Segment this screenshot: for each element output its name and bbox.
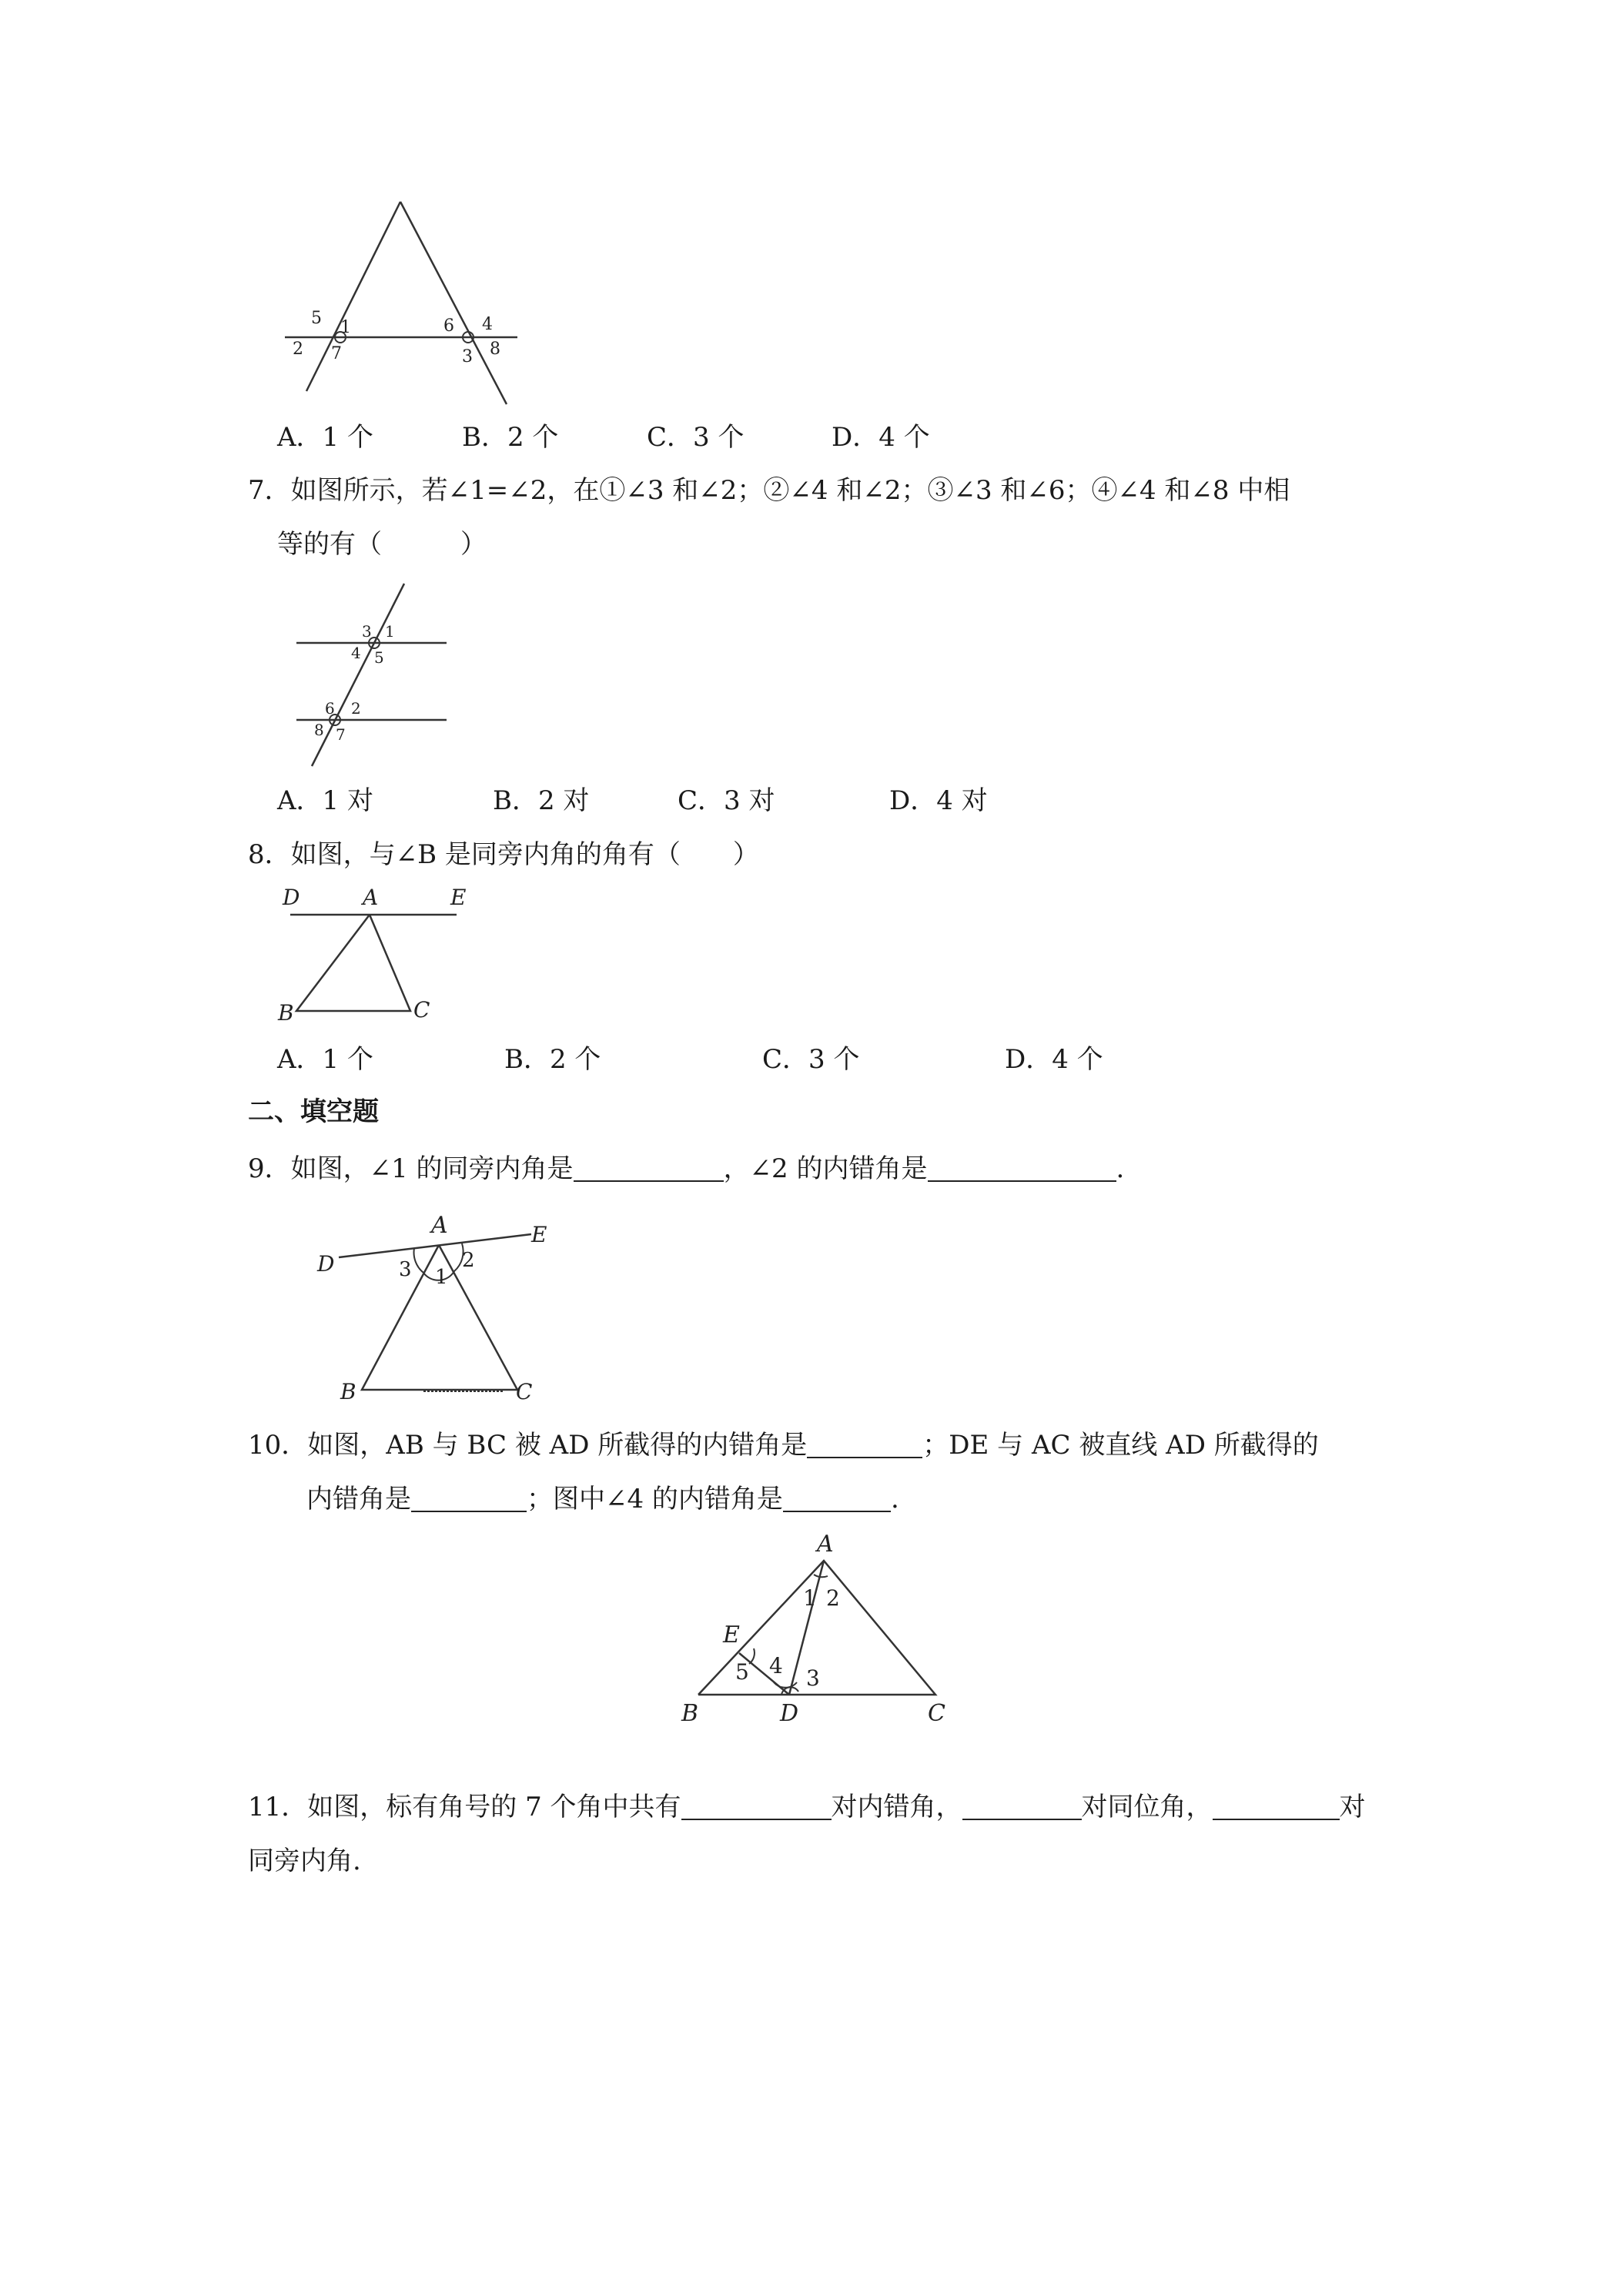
- q10-label: 2: [826, 1585, 840, 1611]
- q6-label: 1: [340, 318, 351, 337]
- q8-figure: [273, 882, 481, 1028]
- q10-label: 4: [769, 1653, 783, 1678]
- q9-label: 1: [435, 1266, 448, 1289]
- q9-label: 2: [462, 1249, 475, 1272]
- q10-text: 内错角是: [306, 1484, 411, 1514]
- q11-text: 对同位角，: [1081, 1792, 1213, 1822]
- q10-label: C: [928, 1700, 945, 1727]
- q6-label: 8: [490, 340, 500, 359]
- q9-blank-2[interactable]: [928, 1156, 1116, 1182]
- q8-option-b[interactable]: B．2 个: [504, 1044, 601, 1075]
- section-title: 二、填空题: [248, 1096, 379, 1127]
- q10-label: 1: [803, 1585, 817, 1611]
- q7-label: 4: [351, 644, 361, 662]
- q9-figure: [308, 1205, 562, 1413]
- q8-label: B: [278, 1000, 294, 1026]
- q11-blank-3[interactable]: [1213, 1794, 1340, 1820]
- q11-question-line2: 同旁内角.: [248, 1846, 361, 1876]
- q10-text: ；DE 与 AC 被直线 AD 所截得的: [922, 1430, 1319, 1461]
- q11-blank-1[interactable]: [681, 1794, 832, 1820]
- q9-blank-1[interactable]: [574, 1156, 724, 1182]
- q10-text: 10．如图，AB 与 BC 被 AD 所截得的内错角是: [248, 1430, 808, 1461]
- q9-text: 9．如图，∠1 的同旁内角是: [248, 1153, 574, 1184]
- q7-option-d[interactable]: D．4 对: [889, 785, 988, 816]
- q8-option-c[interactable]: C．3 个: [762, 1044, 860, 1075]
- q6-label: 2: [293, 340, 303, 359]
- q10-text: ；图中∠4 的内错角是: [527, 1484, 783, 1514]
- q8-label: E: [450, 885, 467, 910]
- q6-option-a[interactable]: A．1 个: [277, 422, 373, 453]
- q9-text: ，∠2 的内错角是: [723, 1153, 928, 1184]
- q11-question-line1: [248, 1790, 1366, 1824]
- q10-figure: [674, 1528, 959, 1736]
- q7-option-b[interactable]: B．2 对: [493, 785, 590, 816]
- q11-blank-2[interactable]: [962, 1794, 1082, 1820]
- q9-label: D: [317, 1251, 335, 1277]
- q9-label: C: [516, 1379, 533, 1404]
- q9-question: [248, 1152, 1124, 1186]
- q10-label: 3: [806, 1665, 820, 1691]
- q9-label: E: [531, 1222, 547, 1247]
- q10-label: E: [723, 1622, 740, 1648]
- q7-label: 7: [336, 725, 346, 744]
- q7-figure: [285, 577, 454, 770]
- q10-label: 5: [735, 1659, 749, 1685]
- q8-option-a[interactable]: A．1 个: [277, 1044, 373, 1075]
- q11-text: 11．如图，标有角号的 7 个角中共有: [248, 1792, 681, 1822]
- q11-text: 对内错角，: [831, 1792, 962, 1822]
- q7-option-c[interactable]: C．3 对: [678, 785, 775, 816]
- q10-blank-2[interactable]: [411, 1486, 527, 1512]
- q10-label: A: [817, 1531, 834, 1558]
- q6-option-b[interactable]: B．2 个: [462, 422, 559, 453]
- q10-blank-3[interactable]: [783, 1486, 891, 1512]
- q6-option-c[interactable]: C．3 个: [647, 422, 745, 453]
- q8-label: D: [283, 885, 300, 910]
- q7-question-line2: 等的有（ ）: [277, 529, 487, 560]
- q9-label: B: [340, 1379, 356, 1404]
- q6-label: 3: [462, 347, 473, 366]
- q10-label: D: [780, 1700, 799, 1727]
- q7-label: 2: [351, 699, 361, 718]
- q10-text: .: [890, 1484, 899, 1514]
- q8-label: C: [413, 997, 430, 1022]
- q11-text: 对: [1339, 1792, 1366, 1822]
- q8-label: A: [363, 885, 379, 910]
- q6-label: 5: [311, 309, 322, 328]
- q6-label: 7: [331, 344, 342, 363]
- q7-question-line1: 7．如图所示，若∠1=∠2，在①∠3 和∠2；②∠4 和∠2；③∠3 和∠6；④∠4 和∠8 中相: [248, 475, 1290, 506]
- q8-question: 8．如图，与∠B 是同旁内角的角有（ ）: [248, 839, 759, 870]
- q6-label: 4: [482, 315, 493, 334]
- q7-label: 6: [325, 699, 335, 718]
- q8-option-d[interactable]: D．4 个: [1005, 1044, 1103, 1075]
- q7-label: 5: [374, 648, 384, 667]
- q10-question-line1: [248, 1428, 1319, 1462]
- q6-label: 6: [443, 316, 454, 336]
- q7-label: 1: [385, 622, 395, 641]
- q7-option-a[interactable]: A．1 对: [277, 785, 373, 816]
- q10-question-line2: [306, 1482, 899, 1516]
- q6-figure: [277, 192, 524, 416]
- q6-option-d[interactable]: D．4 个: [832, 422, 930, 453]
- q9-label: 3: [399, 1258, 412, 1281]
- q7-label: 8: [314, 721, 324, 739]
- q10-label: B: [681, 1700, 699, 1727]
- q10-blank-1[interactable]: [807, 1432, 922, 1458]
- q9-text: .: [1116, 1153, 1125, 1184]
- q9-label: A: [431, 1212, 448, 1239]
- q7-label: 3: [362, 622, 372, 641]
